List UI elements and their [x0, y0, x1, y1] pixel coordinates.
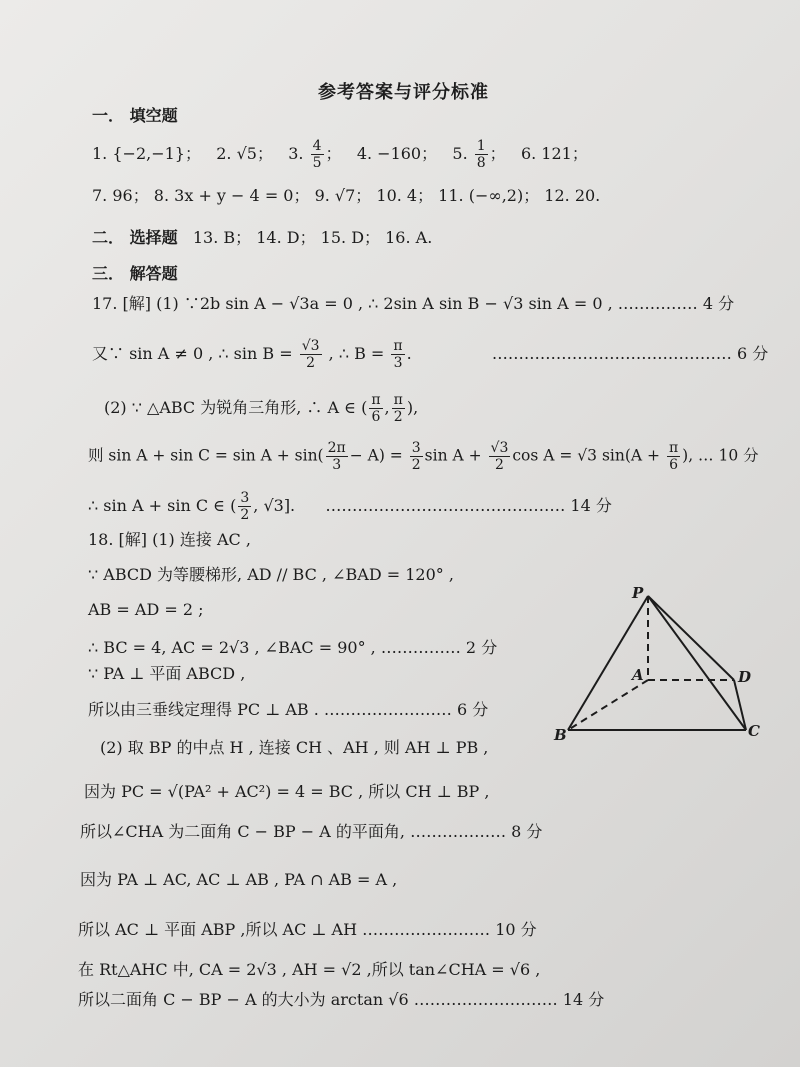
- p18-line-10: 因为 PA ⊥ AC, AC ⊥ AB , PA ∩ AB = A ,: [80, 870, 398, 889]
- answer-4: 4. −160；: [356, 144, 438, 164]
- answer-5-fraction: $\frac{1}{8}$: [476, 138, 486, 172]
- p17-line-2: [92, 338, 768, 371]
- p18-line-6: 所以由三垂线定理得 PC ⊥ AB . …………………… 6 分: [88, 700, 489, 719]
- p17-l5-text-a: ∴ sin A + sin C ∈ (: [88, 496, 237, 516]
- answer-3-label: 3.: [288, 144, 304, 164]
- label-c: C: [748, 722, 760, 740]
- p17-l5-frac: $\frac{3}{2}$: [240, 490, 250, 524]
- edge-pc: [648, 596, 746, 730]
- p18-line-2: ∵ ABCD 为等腰梯形, AD // BC , ∠BAD = 120° ,: [88, 565, 454, 584]
- p17-l3-text-b: ),: [406, 398, 419, 418]
- fill-row-1: [92, 138, 588, 171]
- p17-l4-frac-2: $\frac{3}{2}$: [411, 440, 421, 474]
- p17-l3-frac-2: $\frac{\pi}{2}$: [393, 392, 403, 426]
- edge-pd: [648, 596, 734, 680]
- p17-l4-text-b: − A) =: [349, 446, 403, 465]
- answer-6: 6. 121；: [520, 144, 588, 164]
- p18-line-12: 在 Rt△AHC 中, CA = 2√3 , AH = √2 ,所以 tan∠CHA = √6 ,: [78, 960, 541, 979]
- edge-ab-hidden: [568, 680, 648, 730]
- label-b: B: [554, 726, 567, 744]
- p18-line-7: (2) 取 BP 的中点 H , 连接 CH 、AH , 则 AH ⊥ PB ,: [100, 738, 489, 757]
- p17-l2-text-b: , ∴ B =: [328, 344, 385, 364]
- p17-l2-text-a: 又∵ sin A ≠ 0 , ∴ sin B =: [92, 344, 293, 364]
- p17-l4-text-a: 则 sin A + sin C = sin A + sin(: [88, 446, 324, 465]
- label-d: D: [738, 668, 752, 686]
- p18-line-5: ∵ PA ⊥ 平面 ABCD ,: [88, 664, 246, 683]
- p18-line-11: 所以 AC ⊥ 平面 ABP ,所以 AC ⊥ AH …………………… 10 分: [78, 920, 537, 939]
- answer-5-label: 5.: [452, 144, 468, 164]
- p18-line-3: AB = AD = 2 ;: [88, 600, 204, 619]
- answer-3-fraction: $\frac{4}{5}$: [312, 138, 322, 172]
- p17-l3-frac-1: $\frac{\pi}{6}$: [371, 392, 381, 426]
- label-a: A: [632, 666, 644, 684]
- section-solutions: 三． 解答题: [92, 264, 178, 283]
- answer-1: 1. {−2,−1}；: [92, 144, 201, 164]
- answer-5-sep: ；: [489, 144, 506, 164]
- answer-2: 2. √5；: [216, 144, 273, 164]
- p17-line-1: 17. [解] (1) ∵2b sin A − √3a = 0 , ∴ 2sin A sin B − √3 sin A = 0 , …………… 4 分: [92, 294, 735, 313]
- p17-l4-frac-3: $\frac{√3}{2}$: [490, 440, 509, 474]
- p17-l2-frac-2: $\frac{\pi}{3}$: [393, 338, 403, 372]
- p18-line-9: 所以∠CHA 为二面角 C − BP − A 的平面角, ……………… 8 分: [80, 822, 543, 841]
- p17-line-3: [104, 392, 418, 425]
- p17-l3-text-a: (2) ∵ △ABC 为锐角三角形, ∴ A ∈ (: [104, 398, 368, 418]
- p18-line-8: 因为 PC = √(PA² + AC²) = 4 = BC , 所以 CH ⊥ BP ,: [84, 782, 490, 801]
- p17-l5-text-b: , √3].: [253, 496, 296, 516]
- p18-line-4: ∴ BC = 4, AC = 2√3 , ∠BAC = 90° , …………… 2 分: [88, 638, 498, 657]
- edge-pb: [568, 596, 648, 730]
- label-p: P: [632, 584, 644, 602]
- p17-l2-text-c: .: [406, 344, 412, 364]
- answer-3-sep: ；: [325, 144, 342, 164]
- fill-row-2: 7. 96； 8. 3x + y − 4 = 0； 9. √7； 10. 4； 11. (−∞,2)； 12. 20.: [92, 186, 601, 205]
- p17-l4-frac-4: $\frac{\pi}{6}$: [668, 440, 679, 474]
- p18-line-1: 18. [解] (1) 连接 AC ,: [88, 530, 251, 549]
- page-title: 参考答案与评分标准: [318, 82, 489, 103]
- p17-l4-text-d: cos A = √3 sin(A +: [512, 446, 661, 465]
- p17-l3-sep: ,: [384, 398, 390, 418]
- section-fill-blank: 一． 填空题: [92, 106, 178, 125]
- p18-line-13: 所以二面角 C − BP − A 的大小为 arctan √6 ……………………… 14 分: [78, 990, 605, 1009]
- choice-answers: 13. B； 14. D； 15. D； 16. A.: [192, 228, 433, 247]
- p17-line-4: [88, 440, 759, 473]
- p17-line-5: [88, 490, 612, 523]
- p17-l4-text-e: ), … 10 分: [682, 446, 759, 465]
- p17-l2-frac-1: $\frac{√3}{2}$: [301, 338, 320, 372]
- p17-l2-score: ……………………………………… 6 分: [491, 344, 769, 364]
- p17-l4-text-c: sin A +: [424, 446, 482, 465]
- p17-l5-score: ……………………………………… 14 分: [325, 496, 612, 516]
- pyramid-figure: [548, 580, 778, 750]
- p17-l4-frac-1: $\frac{2\pi}{3}$: [327, 440, 346, 474]
- section-choice: 二． 选择题: [92, 228, 178, 247]
- choice-row: [92, 228, 432, 247]
